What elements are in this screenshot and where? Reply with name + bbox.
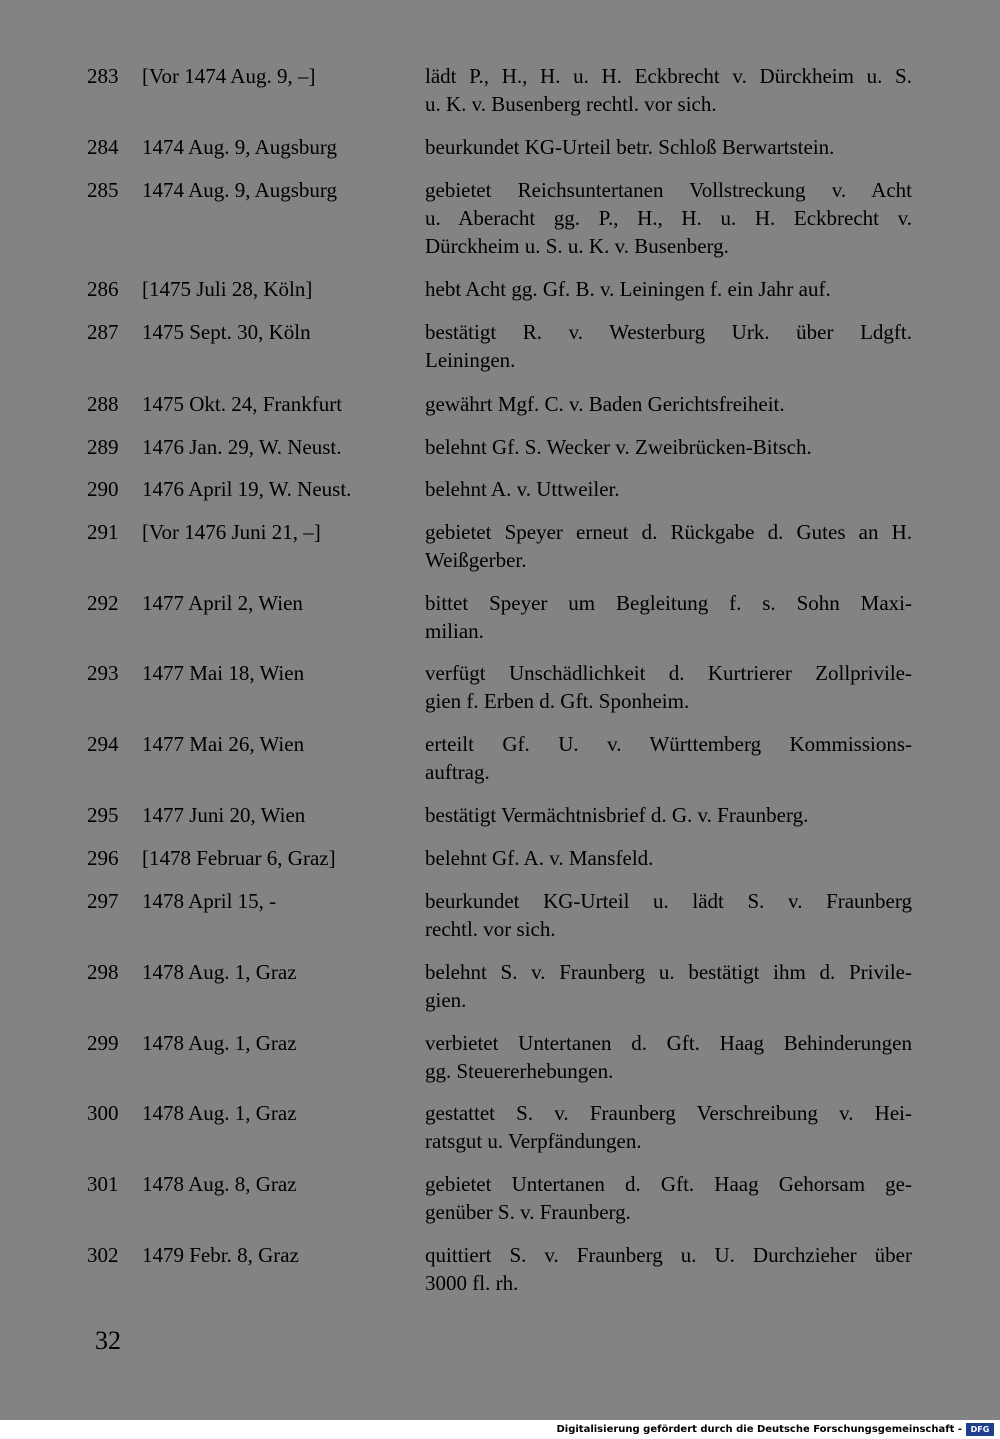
- entry-number: 298: [87, 960, 119, 984]
- entry-summary: [425, 390, 912, 418]
- entry-number: 299: [87, 1031, 119, 1055]
- entry-summary: [425, 958, 912, 1014]
- summary-line: Leiningen.: [425, 348, 516, 372]
- entry-date: 1474 Aug. 9, Augsburg: [142, 178, 338, 202]
- entry-number: 301: [87, 1172, 119, 1196]
- entry-number: 287: [87, 320, 119, 344]
- entry-summary: [425, 801, 912, 829]
- entry-date: [Vor 1476 Juni 21, –]: [142, 520, 321, 544]
- entry-summary: [425, 1099, 912, 1155]
- summary-line: bestätigt R. v. Westerburg Urk. über Ldgft.: [425, 320, 912, 344]
- summary-line: Dürckheim u. S. u. K. v. Busenberg.: [425, 234, 729, 258]
- footer-text: Digitalisierung gefördert durch die Deutsche Forschungsgemeinschaft -: [556, 1424, 962, 1435]
- summary-line: u. K. v. Busenberg rechtl. vor sich.: [425, 92, 717, 116]
- entry-date: 1477 Mai 26, Wien: [142, 732, 305, 756]
- entry-number: 286: [87, 277, 119, 301]
- entry-date: [1475 Juli 28, Köln]: [142, 277, 313, 301]
- entry-number: 295: [87, 803, 119, 827]
- summary-line: gebietet Untertanen d. Gft. Haag Gehorsam ge-: [425, 1172, 912, 1196]
- entry-summary: [425, 1170, 912, 1226]
- summary-line: Weißgerber.: [425, 548, 527, 572]
- entry-summary: [425, 844, 912, 872]
- entry-number: 283: [87, 64, 119, 88]
- entry-number: 284: [87, 135, 119, 159]
- entry-summary: [425, 659, 912, 715]
- summary-line: bestätigt Vermächtnisbrief d. G. v. Fraunberg.: [425, 803, 809, 827]
- entry-number: 290: [87, 477, 119, 501]
- entry-summary: [425, 887, 912, 943]
- summary-line: belehnt Gf. A. v. Mansfeld.: [425, 846, 654, 870]
- entry-date: 1475 Sept. 30, Köln: [142, 320, 311, 344]
- summary-line: gewährt Mgf. C. v. Baden Gerichtsfreiheit.: [425, 392, 785, 416]
- summary-line: beurkundet KG-Urteil betr. Schloß Berwartstein.: [425, 135, 835, 159]
- entry-date: [1478 Februar 6, Graz]: [142, 846, 336, 870]
- summary-line: gebietet Speyer erneut d. Rückgabe d. Gutes an H.: [425, 520, 912, 544]
- entry-number: 294: [87, 732, 119, 756]
- summary-line: belehnt S. v. Fraunberg u. bestätigt ihm d. Privile-: [425, 960, 912, 984]
- page-number: 32: [95, 1326, 121, 1355]
- summary-line: verfügt Unschädlichkeit d. Kurtrierer Zollprivile-: [425, 661, 912, 685]
- entry-number: 293: [87, 661, 119, 685]
- entry-date: 1477 Juni 20, Wien: [142, 803, 306, 827]
- summary-line: gebietet Reichsuntertanen Vollstreckung v. Acht: [425, 178, 912, 202]
- entry-date: 1474 Aug. 9, Augsburg: [142, 135, 338, 159]
- summary-line: bittet Speyer um Begleitung f. s. Sohn Maxi-: [425, 591, 912, 615]
- summary-line: milian.: [425, 619, 484, 643]
- entry-summary: [425, 730, 912, 786]
- entry-date: 1476 April 19, W. Neust.: [142, 477, 352, 501]
- entry-summary: [425, 518, 912, 574]
- summary-line: gien.: [425, 988, 467, 1012]
- entry-summary: [425, 176, 912, 260]
- entry-number: 292: [87, 591, 119, 615]
- entry-number: 285: [87, 178, 119, 202]
- entry-number: 296: [87, 846, 119, 870]
- summary-line: genüber S. v. Fraunberg.: [425, 1200, 631, 1224]
- summary-line: belehnt A. v. Uttweiler.: [425, 477, 620, 501]
- entry-date: [Vor 1474 Aug. 9, –]: [142, 64, 316, 88]
- entry-number: 291: [87, 520, 119, 544]
- dfg-logo-icon: DFG: [966, 1423, 994, 1436]
- entry-summary: [425, 1241, 912, 1297]
- summary-line: gg. Steuererhebungen.: [425, 1059, 614, 1083]
- entry-date: 1475 Okt. 24, Frankfurt: [142, 392, 343, 416]
- entry-summary: [425, 589, 912, 645]
- entry-number: 297: [87, 889, 119, 913]
- summary-line: lädt P., H., H. u. H. Eckbrecht v. Dürckheim u. S.: [425, 64, 912, 88]
- entry-number: 289: [87, 435, 119, 459]
- entry-summary: [425, 318, 912, 374]
- entry-date: 1478 April 15, -: [142, 889, 277, 913]
- entry-date: 1478 Aug. 1, Graz: [142, 1101, 297, 1125]
- summary-line: gien f. Erben d. Gft. Sponheim.: [425, 689, 690, 713]
- summary-line: verbietet Untertanen d. Gft. Haag Behinderungen: [425, 1031, 912, 1055]
- entry-date: 1478 Aug. 1, Graz: [142, 1031, 297, 1055]
- summary-line: hebt Acht gg. Gf. B. v. Leiningen f. ein Jahr auf.: [425, 277, 831, 301]
- entry-summary: [425, 433, 912, 461]
- entry-date: 1478 Aug. 1, Graz: [142, 960, 297, 984]
- entry-date: 1478 Aug. 8, Graz: [142, 1172, 297, 1196]
- summary-line: rechtl. vor sich.: [425, 917, 556, 941]
- footer-bar: [0, 1420, 1000, 1439]
- entry-summary: [425, 1029, 912, 1085]
- summary-line: erteilt Gf. U. v. Württemberg Kommissions-: [425, 732, 912, 756]
- entry-date: 1477 April 2, Wien: [142, 591, 303, 615]
- summary-line: u. Aberacht gg. P., H., H. u. H. Eckbrecht v.: [425, 206, 912, 230]
- summary-line: ratsgut u. Verpfändungen.: [425, 1129, 642, 1153]
- summary-line: auftrag.: [425, 760, 490, 784]
- entry-number: 302: [87, 1243, 119, 1267]
- entry-date: 1479 Febr. 8, Graz: [142, 1243, 299, 1267]
- summary-line: belehnt Gf. S. Wecker v. Zweibrücken-Bitsch.: [425, 435, 812, 459]
- summary-line: gestattet S. v. Fraunberg Verschreibung v. Hei-: [425, 1101, 912, 1125]
- entry-number: 288: [87, 392, 119, 416]
- entry-number: 300: [87, 1101, 119, 1125]
- summary-line: 3000 fl. rh.: [425, 1271, 519, 1295]
- entry-date: 1477 Mai 18, Wien: [142, 661, 305, 685]
- summary-line: beurkundet KG-Urteil u. lädt S. v. Fraunberg: [425, 889, 912, 913]
- entry-summary: [425, 133, 912, 161]
- entry-summary: [425, 475, 912, 503]
- entry-summary: [425, 275, 912, 303]
- entry-summary: [425, 62, 912, 118]
- entry-date: 1476 Jan. 29, W. Neust.: [142, 435, 342, 459]
- summary-line: quittiert S. v. Fraunberg u. U. Durchzieher über: [425, 1243, 912, 1267]
